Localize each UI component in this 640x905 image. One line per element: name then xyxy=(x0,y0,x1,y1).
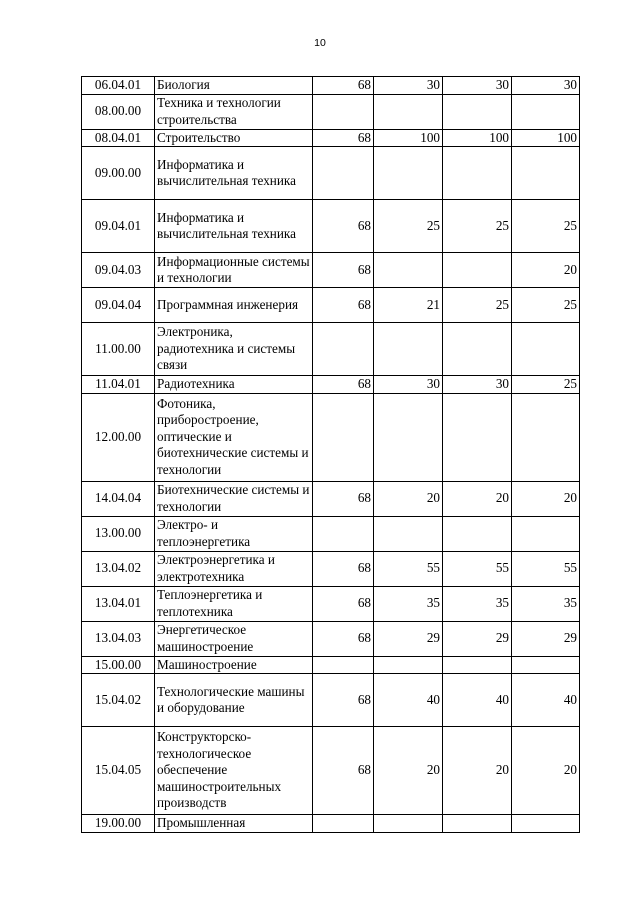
value-cell-4 xyxy=(512,323,580,376)
value-cell-3 xyxy=(443,393,512,481)
specialty-code: 13.04.01 xyxy=(82,586,155,621)
table-row xyxy=(82,551,580,586)
value-cell-3: 55 xyxy=(443,551,512,586)
table-row xyxy=(82,253,580,288)
value-cell-4: 40 xyxy=(512,674,580,727)
specialty-name: Биология xyxy=(155,77,313,95)
value-cell-3: 25 xyxy=(443,288,512,323)
value-cell-2 xyxy=(374,815,443,833)
table-row xyxy=(82,586,580,621)
value-cell-2 xyxy=(374,656,443,674)
table-row xyxy=(82,674,580,727)
value-cell-2: 20 xyxy=(374,727,443,815)
specialty-name: Промышленная xyxy=(155,815,313,833)
value-cell-3: 20 xyxy=(443,481,512,516)
value-cell-3: 30 xyxy=(443,376,512,394)
value-cell-4: 20 xyxy=(512,253,580,288)
value-cell-1: 68 xyxy=(313,551,374,586)
value-cell-3: 29 xyxy=(443,621,512,656)
value-cell-1 xyxy=(313,656,374,674)
specialty-code: 09.04.03 xyxy=(82,253,155,288)
value-cell-2: 30 xyxy=(374,77,443,95)
table-row xyxy=(82,376,580,394)
specialty-name: Электро- и теплоэнергетика xyxy=(155,516,313,551)
value-cell-1 xyxy=(313,147,374,200)
value-cell-2 xyxy=(374,147,443,200)
value-cell-1: 68 xyxy=(313,253,374,288)
value-cell-2 xyxy=(374,94,443,129)
value-cell-4: 100 xyxy=(512,129,580,147)
specialty-name: Программная инженерия xyxy=(155,288,313,323)
specialty-code: 19.00.00 xyxy=(82,815,155,833)
value-cell-3 xyxy=(443,94,512,129)
table-row xyxy=(82,727,580,815)
table-row xyxy=(82,516,580,551)
value-cell-4: 29 xyxy=(512,621,580,656)
value-cell-3: 25 xyxy=(443,200,512,253)
value-cell-3 xyxy=(443,656,512,674)
value-cell-3: 35 xyxy=(443,586,512,621)
specialty-name: Машиностроение xyxy=(155,656,313,674)
table-row xyxy=(82,147,580,200)
specialty-name: Строительство xyxy=(155,129,313,147)
specialty-code: 11.00.00 xyxy=(82,323,155,376)
table-row xyxy=(82,94,580,129)
specialty-code: 13.04.03 xyxy=(82,621,155,656)
value-cell-1: 68 xyxy=(313,129,374,147)
value-cell-4 xyxy=(512,516,580,551)
specialty-code: 08.04.01 xyxy=(82,129,155,147)
value-cell-3: 30 xyxy=(443,77,512,95)
value-cell-1 xyxy=(313,815,374,833)
value-cell-1 xyxy=(313,516,374,551)
table-row xyxy=(82,323,580,376)
value-cell-2 xyxy=(374,253,443,288)
specialty-code: 15.04.05 xyxy=(82,727,155,815)
table-row xyxy=(82,77,580,95)
specialty-name: Энергетическое машиностроение xyxy=(155,621,313,656)
value-cell-4 xyxy=(512,147,580,200)
value-cell-2: 55 xyxy=(374,551,443,586)
value-cell-4: 55 xyxy=(512,551,580,586)
value-cell-4: 25 xyxy=(512,288,580,323)
specialty-code: 13.04.02 xyxy=(82,551,155,586)
value-cell-1: 68 xyxy=(313,674,374,727)
value-cell-4: 35 xyxy=(512,586,580,621)
value-cell-4 xyxy=(512,94,580,129)
table-row xyxy=(82,288,580,323)
value-cell-2: 25 xyxy=(374,200,443,253)
specialty-code: 14.04.04 xyxy=(82,481,155,516)
specialty-name: Электроника, радиотехника и системы связи xyxy=(155,323,313,376)
value-cell-2: 29 xyxy=(374,621,443,656)
value-cell-2 xyxy=(374,516,443,551)
specialty-code: 11.04.01 xyxy=(82,376,155,394)
value-cell-4 xyxy=(512,656,580,674)
table-row xyxy=(82,656,580,674)
specialty-name: Биотехнические системы и технологии xyxy=(155,481,313,516)
value-cell-3 xyxy=(443,516,512,551)
specialty-name: Теплоэнергетика и теплотехника xyxy=(155,586,313,621)
specialty-code: 09.00.00 xyxy=(82,147,155,200)
value-cell-4 xyxy=(512,393,580,481)
value-cell-2: 35 xyxy=(374,586,443,621)
value-cell-1 xyxy=(313,323,374,376)
value-cell-2: 21 xyxy=(374,288,443,323)
value-cell-3: 100 xyxy=(443,129,512,147)
value-cell-1: 68 xyxy=(313,481,374,516)
value-cell-1: 68 xyxy=(313,376,374,394)
specialty-code: 09.04.01 xyxy=(82,200,155,253)
value-cell-2 xyxy=(374,323,443,376)
value-cell-2: 40 xyxy=(374,674,443,727)
table-row xyxy=(82,393,580,481)
value-cell-4 xyxy=(512,815,580,833)
value-cell-3: 40 xyxy=(443,674,512,727)
specialty-code: 13.00.00 xyxy=(82,516,155,551)
specialty-code: 08.00.00 xyxy=(82,94,155,129)
table-row xyxy=(82,621,580,656)
table-row xyxy=(82,815,580,833)
value-cell-1 xyxy=(313,393,374,481)
specialty-code: 09.04.04 xyxy=(82,288,155,323)
specialty-code: 06.04.01 xyxy=(82,77,155,95)
value-cell-3 xyxy=(443,253,512,288)
table-row xyxy=(82,481,580,516)
specialty-name: Фотоника, приборостроение, оптические и биотехнические системы и технологии xyxy=(155,393,313,481)
value-cell-1: 68 xyxy=(313,621,374,656)
specialty-name: Техника и технологии строительства xyxy=(155,94,313,129)
value-cell-1: 68 xyxy=(313,727,374,815)
value-cell-1: 68 xyxy=(313,77,374,95)
specialty-name: Технологические машины и оборудование xyxy=(155,674,313,727)
value-cell-1 xyxy=(313,94,374,129)
value-cell-2: 20 xyxy=(374,481,443,516)
value-cell-3 xyxy=(443,815,512,833)
specialty-name: Конструкторско-технологическое обеспечение машиностроительных производств xyxy=(155,727,313,815)
specialties-table xyxy=(81,76,580,833)
value-cell-1: 68 xyxy=(313,586,374,621)
value-cell-2: 30 xyxy=(374,376,443,394)
table-row xyxy=(82,200,580,253)
value-cell-4: 30 xyxy=(512,77,580,95)
value-cell-1: 68 xyxy=(313,288,374,323)
value-cell-4: 25 xyxy=(512,200,580,253)
value-cell-4: 25 xyxy=(512,376,580,394)
specialty-name: Информатика и вычислительная техника xyxy=(155,147,313,200)
page-number: 10 xyxy=(314,37,326,49)
value-cell-1: 68 xyxy=(313,200,374,253)
specialty-name: Радиотехника xyxy=(155,376,313,394)
specialty-code: 15.00.00 xyxy=(82,656,155,674)
specialty-code: 15.04.02 xyxy=(82,674,155,727)
value-cell-3 xyxy=(443,323,512,376)
value-cell-3: 20 xyxy=(443,727,512,815)
specialty-name: Информатика и вычислительная техника xyxy=(155,200,313,253)
specialty-name: Электроэнергетика и электротехника xyxy=(155,551,313,586)
value-cell-2 xyxy=(374,393,443,481)
specialty-name: Информационные системы и технологии xyxy=(155,253,313,288)
table-row xyxy=(82,129,580,147)
value-cell-2: 100 xyxy=(374,129,443,147)
value-cell-4: 20 xyxy=(512,727,580,815)
value-cell-4: 20 xyxy=(512,481,580,516)
specialty-code: 12.00.00 xyxy=(82,393,155,481)
value-cell-3 xyxy=(443,147,512,200)
